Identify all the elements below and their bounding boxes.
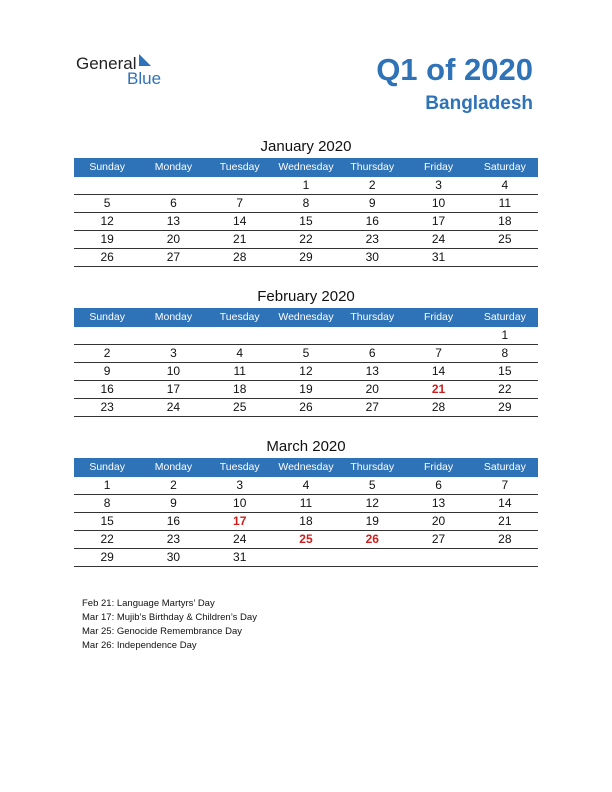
month-block	[74, 436, 538, 567]
day-cell: 31	[233, 550, 247, 564]
week-row	[74, 327, 538, 345]
day-cell: 7	[435, 346, 442, 360]
weekday-header: Sunday	[89, 461, 125, 473]
weekday-header: Sunday	[89, 161, 125, 173]
weekday-header: Wednesday	[278, 461, 334, 473]
weekday-header: Tuesday	[219, 161, 260, 173]
day-cell: 12	[365, 496, 379, 510]
day-cell: 20	[365, 382, 379, 396]
day-cell: 5	[368, 478, 376, 492]
day-cell: 8	[103, 496, 111, 510]
day-cell: 2	[170, 478, 177, 492]
weekday-header: Thursday	[350, 311, 395, 323]
day-cell: 4	[302, 478, 310, 492]
day-cell: 29	[498, 400, 512, 414]
day-cell: 30	[166, 550, 181, 564]
day-cell: 22	[299, 232, 313, 246]
day-cell: 3	[170, 346, 177, 360]
holiday-date: 17	[233, 514, 247, 528]
brand-logo	[76, 54, 176, 88]
day-cell: 12	[100, 214, 114, 228]
day-cell	[405, 549, 471, 566]
logo-text-blue: Blue	[127, 69, 162, 88]
week-row	[74, 495, 538, 513]
holiday-note: Feb 21: Language Martyrs’ Day	[82, 598, 215, 609]
holiday-note: Mar 17: Mujib’s Birthday & Children’s Day	[82, 612, 257, 623]
day-cell: 28	[233, 250, 247, 264]
day-cell: 10	[166, 364, 181, 378]
day-cell: 19	[365, 514, 379, 528]
day-cell: 23	[166, 532, 181, 546]
holiday-date: 21	[431, 382, 446, 396]
day-cell: 23	[365, 232, 379, 246]
day-cell: 31	[431, 250, 446, 264]
weekday-header: Sunday	[89, 311, 125, 323]
holiday-note: Mar 26: Independence Day	[82, 640, 197, 651]
weekday-header: Monday	[154, 161, 193, 173]
day-cell: 9	[368, 196, 376, 210]
day-cell	[207, 177, 273, 194]
week-row	[74, 549, 538, 567]
day-cell: 18	[233, 382, 247, 396]
day-cell: 29	[299, 250, 313, 264]
day-cell: 24	[166, 400, 181, 414]
day-cell: 13	[365, 364, 379, 378]
weekday-header: Saturday	[483, 461, 526, 473]
day-cell: 6	[170, 196, 177, 210]
day-cell: 5	[103, 196, 111, 210]
day-cell: 17	[431, 214, 446, 228]
week-row	[74, 213, 538, 231]
day-cell: 10	[233, 496, 247, 510]
day-cell: 14	[233, 214, 247, 228]
day-cell: 15	[498, 364, 512, 378]
day-cell: 14	[498, 496, 512, 510]
weekday-header: Thursday	[350, 161, 395, 173]
weekday-header: Thursday	[350, 461, 395, 473]
week-row	[74, 513, 538, 531]
day-cell: 22	[498, 382, 512, 396]
day-cell: 16	[365, 214, 379, 228]
day-cell: 5	[302, 346, 310, 360]
day-cell: 11	[233, 364, 246, 378]
weekday-header: Saturday	[483, 161, 526, 173]
day-cell: 1	[302, 178, 310, 192]
day-cell: 9	[103, 364, 111, 378]
day-cell: 13	[431, 496, 446, 510]
day-cell: 7	[501, 478, 509, 492]
day-cell: 3	[435, 178, 442, 192]
day-cell: 2	[368, 178, 376, 192]
month-title: January 2020	[260, 138, 352, 155]
weekday-header: Tuesday	[219, 311, 260, 323]
day-cell: 21	[233, 232, 247, 246]
day-cell: 3	[236, 478, 244, 492]
holiday-date: 26	[365, 532, 379, 546]
day-cell: 30	[365, 250, 379, 264]
day-cell: 8	[302, 196, 310, 210]
logo-triangle-icon	[139, 54, 151, 66]
weekday-header: Friday	[423, 311, 454, 323]
day-cell: 27	[431, 532, 446, 546]
day-cell	[339, 327, 405, 344]
week-row	[74, 477, 538, 495]
weekday-header: Friday	[423, 461, 454, 473]
day-cell: 18	[498, 214, 512, 228]
holiday-notes	[82, 597, 257, 653]
day-cell: 24	[233, 532, 247, 546]
holiday-note: Mar 25: Genocide Remembrance Day	[82, 626, 242, 637]
day-cell: 8	[501, 346, 509, 360]
day-cell: 15	[100, 514, 114, 528]
day-cell: 1	[103, 478, 111, 492]
day-cell: 10	[431, 196, 446, 210]
week-row	[74, 231, 538, 249]
month-block	[74, 136, 538, 267]
weekday-header: Monday	[154, 311, 193, 323]
week-row	[74, 177, 538, 195]
day-cell: 11	[498, 196, 512, 210]
day-cell: 27	[365, 400, 379, 414]
week-row	[74, 345, 538, 363]
week-row	[74, 363, 538, 381]
day-cell: 26	[100, 250, 114, 264]
day-cell	[140, 177, 206, 194]
day-cell: 4	[501, 178, 509, 192]
month-block	[74, 286, 538, 417]
day-cell	[405, 327, 471, 344]
weekday-header: Saturday	[483, 311, 526, 323]
day-cell: 20	[166, 232, 181, 246]
day-cell: 4	[236, 346, 244, 360]
day-cell: 9	[170, 496, 177, 510]
day-cell: 6	[435, 478, 442, 492]
weekday-header-row	[74, 158, 538, 177]
week-row	[74, 195, 538, 213]
day-cell	[472, 249, 538, 266]
day-cell	[74, 327, 140, 344]
day-cell: 16	[166, 514, 181, 528]
day-cell: 15	[299, 214, 313, 228]
page-title: Q1 of 2020	[376, 52, 533, 87]
day-cell: 21	[498, 514, 512, 528]
month-title: March 2020	[266, 438, 346, 455]
week-row	[74, 531, 538, 549]
day-cell	[140, 327, 206, 344]
month-title: February 2020	[257, 288, 355, 305]
weekday-header: Tuesday	[219, 461, 260, 473]
day-cell: 22	[100, 532, 114, 546]
day-cell: 16	[100, 382, 114, 396]
weekday-header: Friday	[423, 161, 454, 173]
day-cell: 23	[100, 400, 114, 414]
day-cell	[273, 549, 339, 566]
day-cell: 6	[368, 346, 376, 360]
day-cell: 26	[299, 400, 313, 414]
week-row	[74, 399, 538, 417]
day-cell: 12	[299, 364, 313, 378]
day-cell: 11	[299, 496, 313, 510]
day-cell: 1	[501, 328, 509, 342]
weekday-header: Wednesday	[278, 311, 334, 323]
day-cell: 18	[299, 514, 313, 528]
day-cell: 20	[431, 514, 446, 528]
weekday-header-row	[74, 308, 538, 327]
day-cell: 28	[498, 532, 512, 546]
week-row	[74, 381, 538, 399]
day-cell	[339, 549, 405, 566]
weekday-header: Wednesday	[278, 161, 334, 173]
day-cell: 25	[233, 400, 247, 414]
country-name: Bangladesh	[425, 93, 533, 114]
day-cell: 29	[100, 550, 114, 564]
day-cell: 14	[431, 364, 446, 378]
day-cell: 17	[166, 382, 181, 396]
day-cell	[472, 549, 538, 566]
holiday-date: 25	[299, 532, 313, 546]
day-cell: 13	[166, 214, 181, 228]
weekday-header: Monday	[154, 461, 193, 473]
day-cell	[273, 327, 339, 344]
day-cell: 19	[299, 382, 313, 396]
day-cell: 19	[100, 232, 114, 246]
day-cell: 7	[236, 196, 244, 210]
week-row	[74, 249, 538, 267]
day-cell	[74, 177, 140, 194]
logo-text-general: General	[76, 54, 137, 73]
day-cell: 27	[166, 250, 181, 264]
weekday-header-row	[74, 458, 538, 477]
day-cell	[207, 327, 273, 344]
day-cell: 2	[103, 346, 111, 360]
day-cell: 24	[431, 232, 446, 246]
day-cell: 28	[431, 400, 446, 414]
day-cell: 25	[498, 232, 512, 246]
